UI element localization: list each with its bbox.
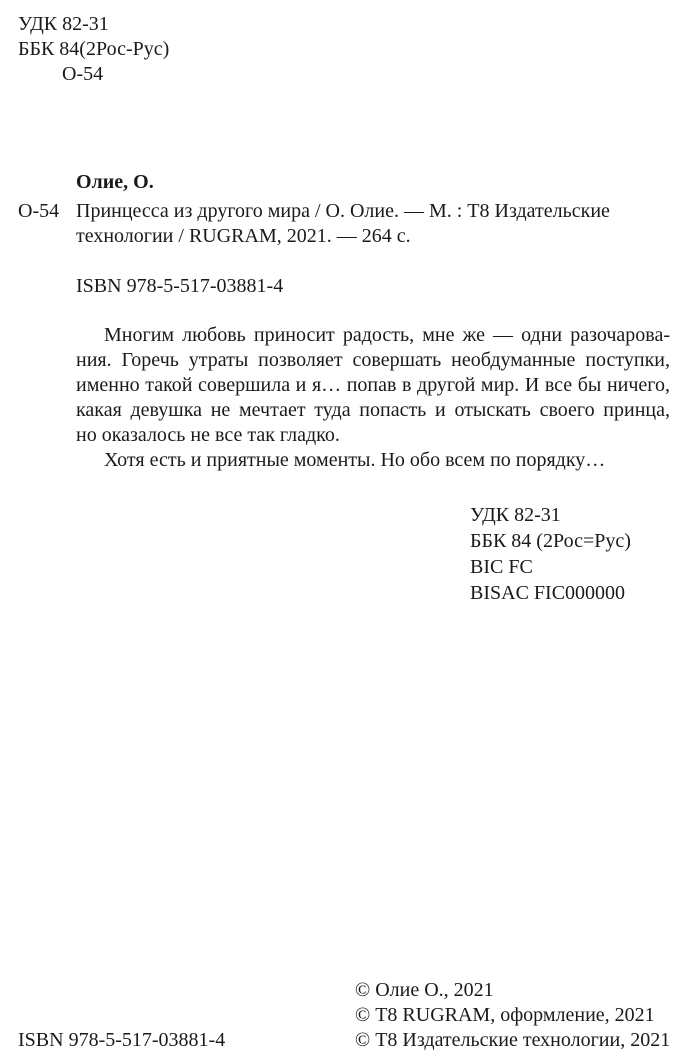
copyright-block [355, 980, 670, 1055]
udk-code: УДК 82-31 [470, 504, 561, 526]
copyright-line: © Олие О., 2021 [355, 979, 494, 1001]
bic-code: BIC FC [470, 556, 533, 578]
copyright-line: © Т8 RUGRAM, оформление, 2021 [355, 1004, 655, 1026]
annotation-line: именно такой совершила и я… попав в другой мир. И все бы ничего, [76, 374, 670, 396]
bbk-code: ББК 84(2Рос-Рус) [18, 38, 170, 60]
isbn-main: ISBN 978-5-517-03881-4 [76, 275, 284, 297]
bisac-code: BISAC FIC000000 [470, 582, 626, 604]
annotation-line: какая девушка не мечтает туда попасть и отыскать своего принца, [76, 399, 670, 421]
author-heading: Олие, О. [76, 171, 154, 193]
top-classification-block [18, 14, 169, 89]
right-classification-block [470, 505, 631, 609]
isbn-bottom: ISBN 978-5-517-03881-4 [18, 1029, 226, 1051]
annotation-line: ния. Горечь утраты позволяет совершать необдуманные поступки, [76, 349, 670, 371]
cutter-code: О-54 [62, 63, 104, 85]
bibliographic-line: технологии / RUGRAM, 2021. — 264 с. [76, 225, 411, 247]
copyright-line: © Т8 Издательские технологии, 2021 [355, 1029, 671, 1051]
annotation-line: Многим любовь приносит радость, мне же — одни разочарова- [104, 324, 670, 346]
udk-code: УДК 82-31 [18, 13, 109, 35]
cutter-mark: О-54 [18, 200, 60, 222]
annotation-line: Хотя есть и приятные моменты. Но обо всем по порядку… [104, 449, 606, 471]
bbk-code: ББК 84 (2Рос=Рус) [470, 530, 631, 552]
annotation [76, 325, 670, 475]
annotation-line: но оказалось не все так гладко. [76, 424, 340, 446]
bibliographic-description [76, 201, 610, 251]
bibliographic-line: Принцесса из другого мира / О. Олие. — М. : Т8 Издательские [76, 200, 610, 222]
